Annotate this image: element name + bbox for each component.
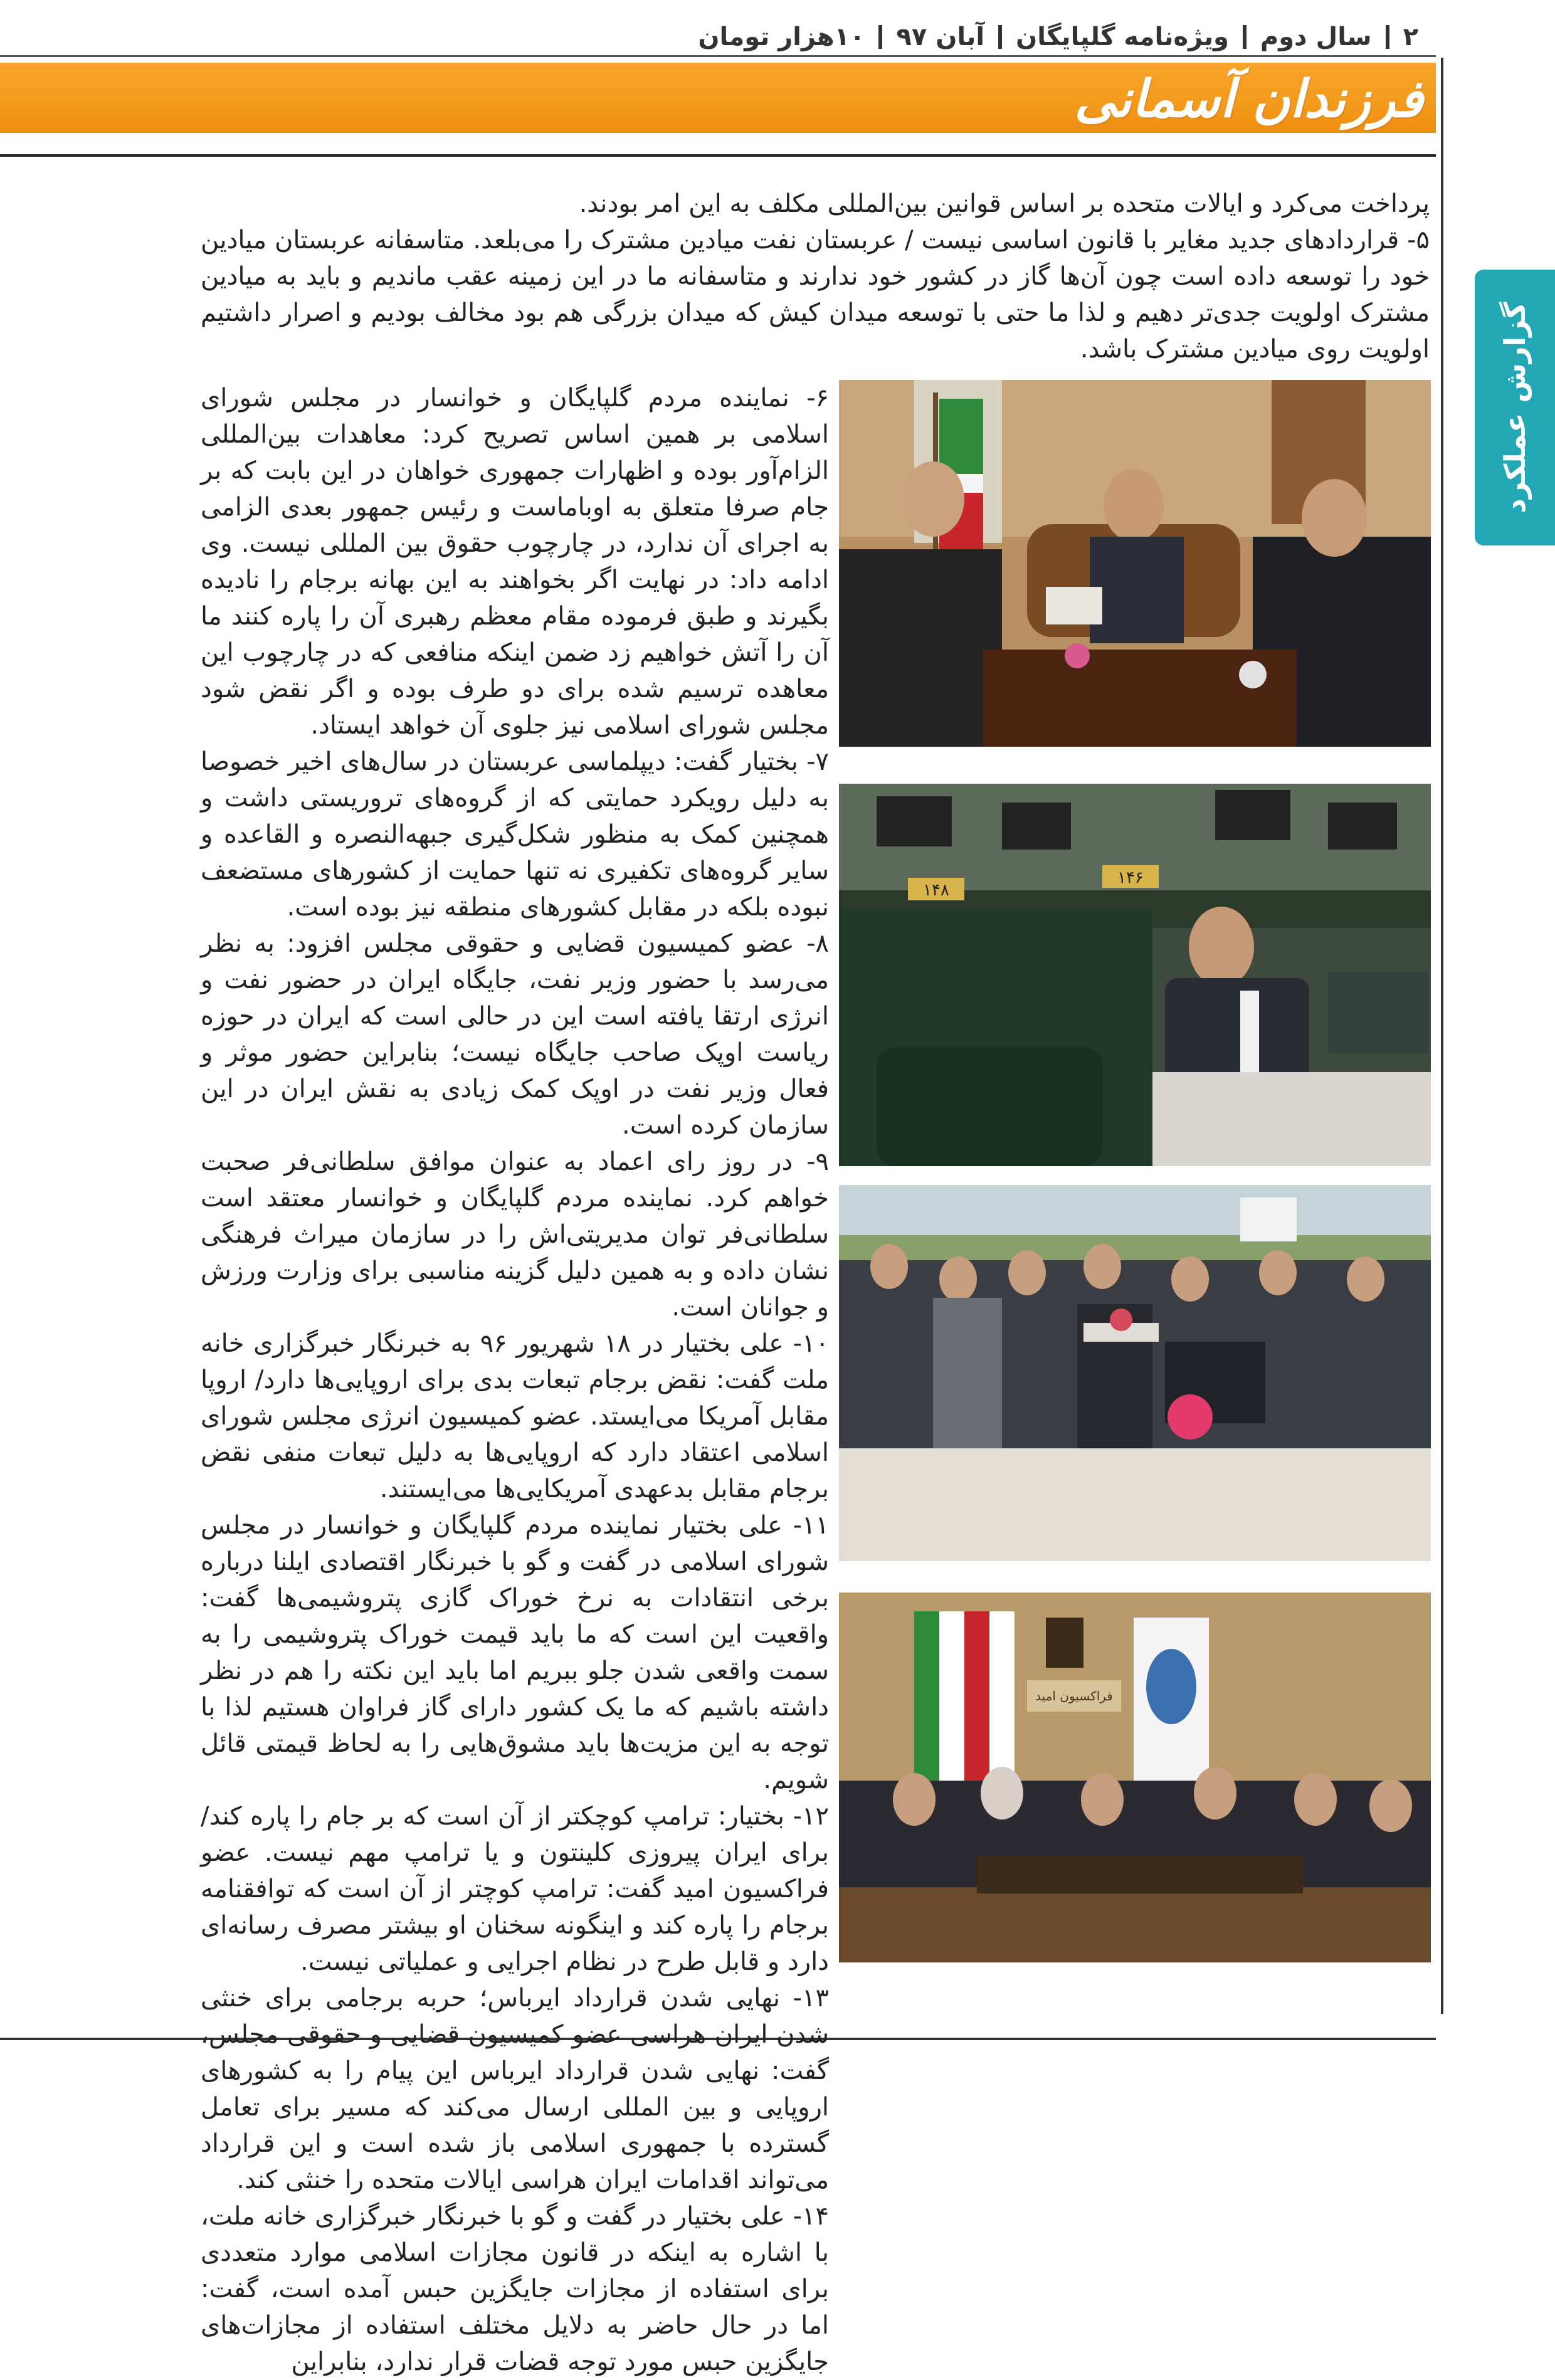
issue-year: سال دوم [1260, 23, 1372, 51]
header-rule [0, 55, 1436, 57]
section-tab [1475, 270, 1555, 545]
paragraph: ۱۴- علی بختیار در گفت و گو با خبرنگار خبرگزاری خانه ملت، با اشاره به اینکه در قانون مجازات اسلامی موارد متعددی برای استفاده از مجازات جایگزین حبس آمده است، گفت: اما در حال حاضر به دلایل مختلف استفاده از مجازات‌های جایگزین حبس مورد توجه قضات قرار ندارد، بنابراین [201, 2202, 829, 2376]
paragraph: ۸- عضو کمیسیون قضایی و حقوقی مجلس افزود: به نظر می‌رسد با حضور وزیر نفت، جایگاه ایران در حضور نفت و انرژی ارتقا یافته است این در حالی است که ایران در حوزه ریاست اوپک صاحب جایگاه نیست؛ بنابراین حضور موثر و فعال وزیر نفت در اوپک کمک زیادی به نقش ایران در این سازمان کرده است. [201, 929, 829, 1140]
page-frame-right [1441, 58, 1443, 2014]
separator [1243, 25, 1247, 49]
paragraph: ۱۱- علی بختیار نماینده مردم گلپایگان و خوانسار در مجلس شورای اسلامی در گفت و گو با خبرنگار اقتصادی ایلنا درباره برخی انتقادات به نرخ خوراک گازی پتروشیمی‌ها گفت: واقعیت این است که ما باید قیمت خوراک پتروشیمی را به سمت واقعی شدن جلو ببریم اما باید این نکته را هم در نظر داشته باشیم که ما یک کشور دارای گاز فراوان هستیم لذا با توجه به این مزیت‌ها باید مشوق‌هایی را به لحاظ قیمتی قائل شویم. [201, 1511, 829, 1794]
paragraph: ۵- قراردادهای جدید مغایر با قانون اساسی نیست / عربستان نفت میادین مشترک را می‌بلعد. متاسفانه عربستان میادین خود را توسعه داده است چون آن‌ها گاز در کشور خود ندارند و متاسفانه ما در این زمینه عقب ماندیم و باید به میادین مشترک اولویت جدی‌تر دهیم و لذا ما حتی با توسعه میدان کیش که میدان بزرگی هم بود مخالف بودیم و اصرار داشتیم اولویت روی میادین مشترک باشد. [201, 226, 1430, 364]
paragraph: پرداخت می‌کرد و ایالات متحده بر اساس قوانین بین‌المللی مکلف به این امر بودند. [579, 189, 1430, 218]
issue-meta [687, 21, 1430, 53]
special-issue: ویژه‌نامه گلپایگان [1016, 23, 1229, 51]
page-header [0, 0, 1555, 58]
seat-number-146: ۱۴۶ [1117, 868, 1144, 887]
paragraph: ۱۳- نهایی شدن قرارداد ایرباس؛ حربه برجامی برای خنثی شدن ایران هراسی عضو کمیسیون قضایی و حقوقی مجلس، گفت: نهایی شدن قرارداد ایرباس این پیام را به کشورهای اروپایی و بین المللی ارسال می‌کند که مسیر برای تعامل گسترده با جمهوری اسلامی باز شده است و این قرارداد می‌تواند اقدامات ایران هراسی ایالات متحده را خنثی کند. [201, 1984, 829, 2194]
article-column [201, 380, 829, 2380]
article-intro [201, 186, 1430, 367]
photo-faction-meeting [839, 1593, 1431, 1962]
title-band-underline [0, 154, 1436, 157]
photo-outdoor-ceremony [839, 1185, 1431, 1561]
issue-date: آبان ۹۷ [896, 23, 985, 51]
photo-office-meeting [839, 380, 1431, 747]
paragraph: ۹- در روز رای اعماد به عنوان موافق سلطانی‌فر صحبت خواهم کرد. نماینده مردم گلپایگان و خوانسار معتقد است سلطانی‌فر توان مدیریتی‌اش را در سازمان میراث فرهنگی نشان داده و به همین دلیل گزینه مناسبی برای وزارت ورزش و جوانان است. [201, 1147, 829, 1322]
separator [998, 25, 1002, 49]
paragraph: ۶- نماینده مردم گلپایگان و خوانسار در مجلس شورای اسلامی بر همین اساس تصریح کرد: معاهدات بین‌المللی الزام‌آور بوده و اظهارات جمهوری خواهان در این بابت که بر جام صرفا متعلق به اوباماست و رئیس جمهور بعدی الزامی به اجرای آن ندارد، در چارچوب حقوق بین المللی نیست. وی ادامه داد: در نهایت اگر بخواهند به این بهانه برجام را نادیده بگیرند و طبق فرموده مقام معظم رهبری آن را پاره کنند ما آن را آتش خواهیم زد ضمن اینکه منافعی که در چارچوب این معاهده ترسیم شده برای دو طرف بوده و اگر نقض شود مجلس شورای اسلامی نیز جلوی آن خواهد ایستاد. [201, 384, 829, 740]
seat-number-148: ۱۴۸ [923, 881, 949, 900]
separator [1386, 25, 1389, 49]
issue-price: ۱۰هزار تومان [698, 23, 865, 51]
page-number: ۲ [1403, 23, 1418, 51]
publication-logo: فرزندان آسمانی [1074, 69, 1423, 129]
separator [878, 25, 882, 49]
paragraph: ۱۲- بختیار: ترامپ کوچکتر از آن است که بر جام را پاره کند/ برای ایران پیروزی کلینتون و یا ترامپ مهم نیست. عضو فراکسیون امید گفت: ترامپ کوچتر از آن است که توافقنامه برجام را پاره کند و اینگونه سخنان او بیشتر مصرف رسانه‌ای دارد و قابل طرح در نظام اجرایی و عملیاتی نیست. [201, 1802, 829, 1976]
paragraph: ۱۰- علی بختیار در ۱۸ شهریور ۹۶ به خبرنگار خبرگزاری خانه ملت گفت: نقض برجام تبعات بدی برای اروپایی‌ها دارد/ اروپا مقابل آمریکا می‌ایستد. عضو کمیسیون انرژی مجلس شورای اسلامی اعتقاد دارد که اروپایی‌ها به دلیل تبعات منفی نقض برجام مقابل بدعهدی آمریکایی‌ها می‌ایستند. [201, 1329, 829, 1503]
paragraph: ۷- بختیار گفت: دیپلماسی عربستان در سال‌های اخیر خصوصا به دلیل رویکرد حمایتی که از گروه‌های تروریستی داشت و همچنین کمک به منظور شکل‌گیری جبهه‌النصره و القاعده و سایر گروه‌های تکفیری نه تنها حمایت از کشورهای مستضعف نبوده بلکه در مقابل کشورهای منطقه نیز بوده است. [201, 747, 829, 922]
photo-parliament-session [839, 784, 1431, 1166]
faction-sign: فراکسیون امید [1035, 1688, 1113, 1703]
section-tab-label: گزارش عملکرد [1498, 302, 1532, 513]
